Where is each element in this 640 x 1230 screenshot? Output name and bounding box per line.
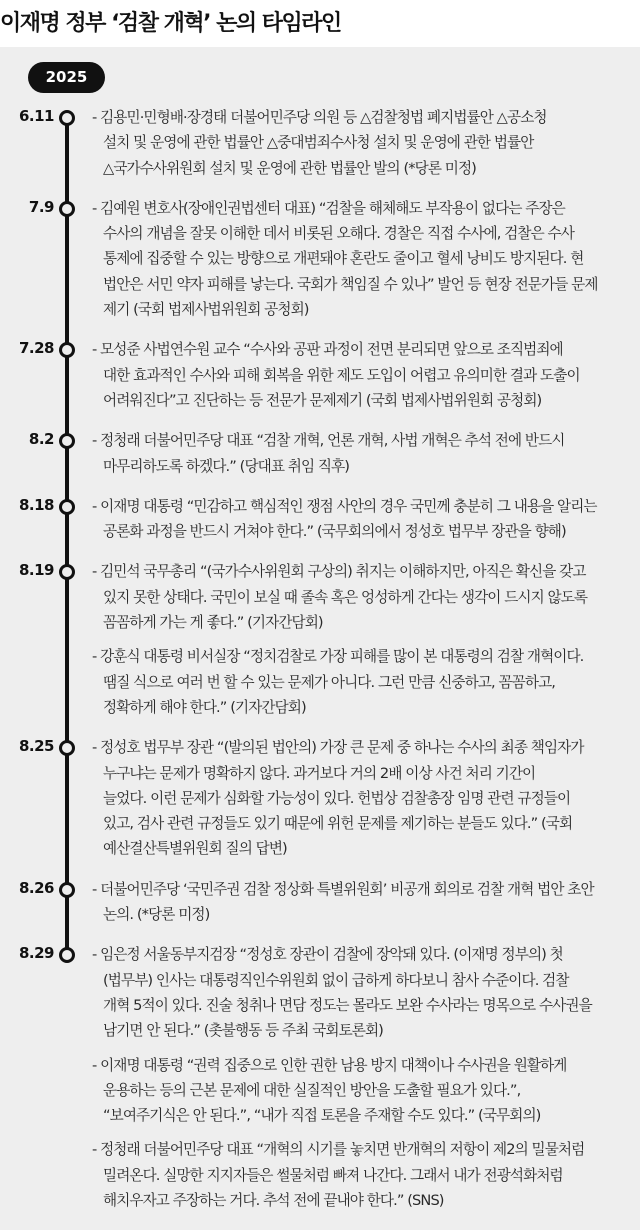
entry-text-line: - 정성호 법무부 장관 “(발의된 법안의) 가장 큰 문제 중 하나는 수사의 최종 책임자가 xyxy=(92,739,584,757)
entry-text-line: 통제에 집중할 수 있는 방향으로 개편돼야 혼란도 줄이고 혈세 낭비도 방지된다. 현 xyxy=(103,250,584,268)
timeline-dot-icon xyxy=(59,947,75,963)
entry-text-line: - 김용민·민형배·장경태 더불어민주당 의원 등 △검찰청법 폐지법률안 △공소청 xyxy=(92,109,547,126)
entry-item xyxy=(92,942,640,1043)
entry-item xyxy=(92,105,640,181)
entry-text-line: 예산결산특별위원회 질의 답변) xyxy=(103,840,287,858)
entry-text-line: 논의. (*당론 미정) xyxy=(103,906,210,924)
entry-item xyxy=(92,644,640,720)
timeline-dot-icon xyxy=(59,740,75,756)
timeline-dot-icon xyxy=(59,433,75,449)
entry-text-line: 운용하는 등의 근본 문제에 대한 실질적인 방안을 도출할 필요가 있다.”, xyxy=(103,1081,521,1099)
entry-text-line: - 이재명 대통령 “민감하고 핵심적인 쟁점 사안의 경우 국민께 충분히 그 내용을 알리는 xyxy=(92,497,597,515)
timeline-entry xyxy=(0,105,640,181)
timeline-entry xyxy=(0,942,640,1213)
entry-date: 8.29 xyxy=(18,944,54,963)
timeline-entry xyxy=(0,559,640,720)
entry-text-line: - 더불어민주당 ‘국민주권 검찰 정상화 특별위원회’ 비공개 회의로 검찰 개혁 법안 초안 xyxy=(92,880,594,898)
entry-date: 8.26 xyxy=(18,878,54,897)
timeline-dot-icon xyxy=(59,564,75,580)
entry-text-line: - 이재명 대통령 “권력 집중으로 인한 권한 남용 방지 대책이나 수사권을 원활하게 xyxy=(92,1056,567,1074)
entry-text-line: 밀려온다. 실망한 지지자들은 썰물처럼 빠져 나간다. 그래서 내가 전광석화처럼 xyxy=(103,1166,563,1184)
entry-text-line: 누구냐는 문제가 명확하지 않다. 과거보다 거의 2배 이상 사건 처리 기간이 xyxy=(103,764,536,782)
entry-date: 8.2 xyxy=(28,430,54,449)
entry-text-line: 늘었다. 이런 문제가 심화할 가능성이 있다. 헌법상 검찰총장 임명 관련 규정들이 xyxy=(103,789,571,807)
timeline-entry xyxy=(0,196,640,322)
timeline-dot-icon xyxy=(59,201,75,217)
entry-text-line: - 정청래 더불어민주당 대표 “검찰 개혁, 언론 개혁, 사법 개혁은 추석 전에 반드시 xyxy=(92,432,565,450)
entry-item xyxy=(92,1053,640,1129)
entry-text-line: 있고, 검사 관련 규정들도 있기 때문에 위헌 문제를 제기하는 분들도 있다.” (국회 xyxy=(103,815,573,833)
entry-text-line: - 강훈식 대통령 비서실장 “정치검찰로 가장 피해를 많이 본 대통령의 검찰 개혁이다. xyxy=(92,648,584,666)
entry-date: 7.28 xyxy=(18,339,54,358)
timeline-entry xyxy=(0,494,640,545)
entry-text-line: 개혁 5적이 있다. 진술 청취나 면담 정도는 몰라도 보완 수사라는 명목으로 수사권을 xyxy=(103,996,592,1014)
timeline-entry xyxy=(0,877,640,928)
entry-text-line: 해치우자고 주장하는 거다. 추석 전에 끝내야 한다.” (SNS) xyxy=(103,1191,444,1209)
entry-text-line: - 김민석 국무총리 “(국가수사위원회 구상의) 취지는 이해하지만, 아직은 확신을 갖고 xyxy=(92,563,586,581)
entry-text-line: - 임은정 서울동부지검장 “정성호 장관이 검찰에 장악돼 있다. (이재명 정부의) 첫 xyxy=(92,946,563,964)
entry-text-line: 공론화 과정을 반드시 거쳐야 한다.” (국무회의에서 정성호 법무부 장관을 향해) xyxy=(103,523,566,541)
entry-text-line: 어려워진다”고 진단하는 등 전문가 문제제기 (국회 법제사법위원회 공청회) xyxy=(103,391,542,409)
entry-text-line: 마무리하도록 하겠다.” (당대표 취임 직후) xyxy=(103,457,350,475)
entry-item xyxy=(92,428,640,479)
entry-text-line: “보여주기식은 안 된다.”, “내가 직접 토론을 주재할 수도 있다.” (국무회의) xyxy=(103,1107,541,1125)
entry-date: 7.9 xyxy=(28,197,54,216)
entry-date: 6.11 xyxy=(18,107,54,125)
entry-text-line: - 정청래 더불어민주당 대표 “개혁의 시기를 놓치면 반개혁의 저항이 제2의 밀물처럼 xyxy=(92,1141,585,1159)
entry-item xyxy=(92,877,640,928)
timeline-entry xyxy=(0,337,640,413)
entry-text-line: △국가수사위원회 설치 및 운영에 관한 법률안 발의 (*당론 미정) xyxy=(103,159,476,177)
timeline-entry xyxy=(0,428,640,479)
page-title: 이재명 정부 ‘검찰 개혁’ 논의 타임라인 xyxy=(0,11,341,36)
timeline-dot-icon xyxy=(59,342,75,358)
entry-text-line: 있지 못한 상태다. 국민이 보실 때 졸속 혹은 엉성하게 간다는 생각이 드시지 않도록 xyxy=(103,588,588,606)
entry-item xyxy=(92,494,640,545)
timeline-dot-icon xyxy=(59,499,75,515)
entry-date: 8.25 xyxy=(18,737,54,756)
timeline-dot-icon xyxy=(59,110,75,126)
entry-text-line: 대한 효과적인 수사와 피해 회복을 위한 제도 도입이 어렵고 유의미한 결과 도출이 xyxy=(103,366,580,384)
entry-text-line: 법안은 서민 약자 피해를 낳는다. 국회가 책임질 수 있나” 발언 등 현장 전문가들 문제 xyxy=(103,275,598,293)
entry-text-line: 땜질 식으로 여러 번 할 수 있는 문제가 아니다. 그런 만큼 신중하고, 꼼꼼하고, xyxy=(103,673,556,691)
timeline-entry xyxy=(0,735,640,861)
entry-text-line: 제기 (국회 법제사법위원회 공청회) xyxy=(103,301,309,319)
entry-text-line: 수사의 개념을 잘못 이해한 데서 비롯된 오해다. 경찰은 직접 수사에, 검찰은 수사 xyxy=(103,225,574,243)
entry-text-line: - 김예원 변호사(장애인권법센터 대표) “검찰을 해체해도 부작용이 없다는 주장은 xyxy=(92,199,565,217)
entry-text-line: 꼼꼼하게 가는 게 좋다.” (기자간담회) xyxy=(103,614,323,632)
entry-text-line: 설치 및 운영에 관한 법률안 △중대범죄수사청 설치 및 운영에 관한 법률안 xyxy=(103,134,534,152)
entry-date: 8.19 xyxy=(18,561,54,580)
entry-text-line: 남기면 안 된다.” (촛불행동 등 주최 국회토론회) xyxy=(103,1022,383,1040)
entry-date: 8.18 xyxy=(18,495,54,514)
entry-item xyxy=(92,196,640,322)
entry-item xyxy=(92,1137,640,1213)
entry-text-line: - 모성준 사법연수원 교수 “수사와 공판 과정이 전면 분리되면 앞으로 조직범죄에 xyxy=(92,341,563,359)
entry-text-line: 정확하게 해야 한다.” (기자간담회) xyxy=(103,698,306,716)
timeline-dot-icon xyxy=(59,882,75,898)
entry-item xyxy=(92,735,640,861)
entry-item xyxy=(92,337,640,413)
entry-item xyxy=(92,559,640,635)
entry-text-line: (법무부) 인사는 대통령직인수위원회 없이 급하게 하다보니 참사 수준이다. 검찰 xyxy=(103,971,569,989)
timeline-entries xyxy=(0,105,640,1228)
year-badge: 2025 xyxy=(28,62,105,93)
